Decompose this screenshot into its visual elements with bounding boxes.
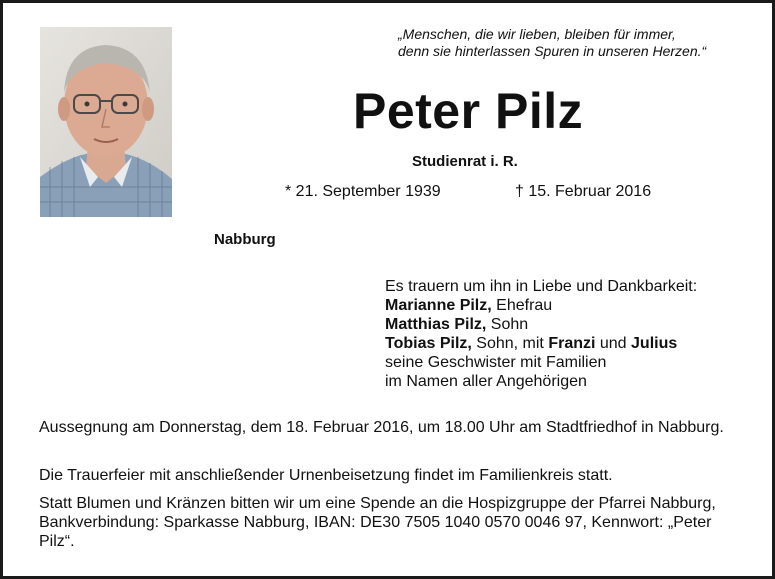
grandchild-name: Julius [631,335,678,352]
quote-line-2: denn sie hinterlassen Spuren in unseren Herzen.“ [398,43,707,59]
quote-line-1: „Menschen, die wir lieben, bleiben für immer, [398,26,676,42]
memorial-quote [398,26,748,60]
mourners-list [385,277,755,391]
death-date: † 15. Februar 2016 [515,183,652,200]
mourner-relation: Sohn, mit [471,335,549,352]
deceased-name: Peter Pilz [353,83,584,139]
mourner-entry [385,315,755,334]
mourner-relation: Sohn [486,316,529,333]
birth-date: * 21. September 1939 [285,183,441,200]
mourner-relation: Ehefrau [491,297,553,314]
conjunction: und [595,335,632,352]
ceremony-notice: Die Trauerfeier mit anschließender Urnenbeisetzung findet im Familienkreis statt. [39,467,613,484]
mourner-entry [385,334,755,353]
blessing-notice: Aussegnung am Donnerstag, dem 18. Februar 2016, um 18.00 Uhr am Stadtfriedhof in Nabburg. [39,419,724,436]
hometown: Nabburg [214,231,276,248]
mourners-siblings: seine Geschwister mit Familien [385,354,607,371]
mourners-intro: Es trauern um ihn in Liebe und Dankbarkeit: [385,278,698,295]
mourner-name: Tobias Pilz, [385,335,472,352]
mourner-entry [385,296,755,315]
mourner-name: Marianne Pilz, [385,297,492,314]
deceased-title: Studienrat i. R. [412,153,518,170]
mourner-name: Matthias Pilz, [385,316,487,333]
mourners-relatives: im Namen aller Angehörigen [385,373,587,390]
donation-notice: Statt Blumen und Kränzen bitten wir um eine Spende an die Hospizgruppe der Pfarrei Nabburg, Bankverbindung: Sparkasse Nabburg, IBAN: DE30 7505 1040 0570 0046 97, Kennwort: „Peter Pilz“. [39,495,716,550]
grandchild-name: Franzi [548,335,596,352]
portrait-photo [40,27,172,217]
